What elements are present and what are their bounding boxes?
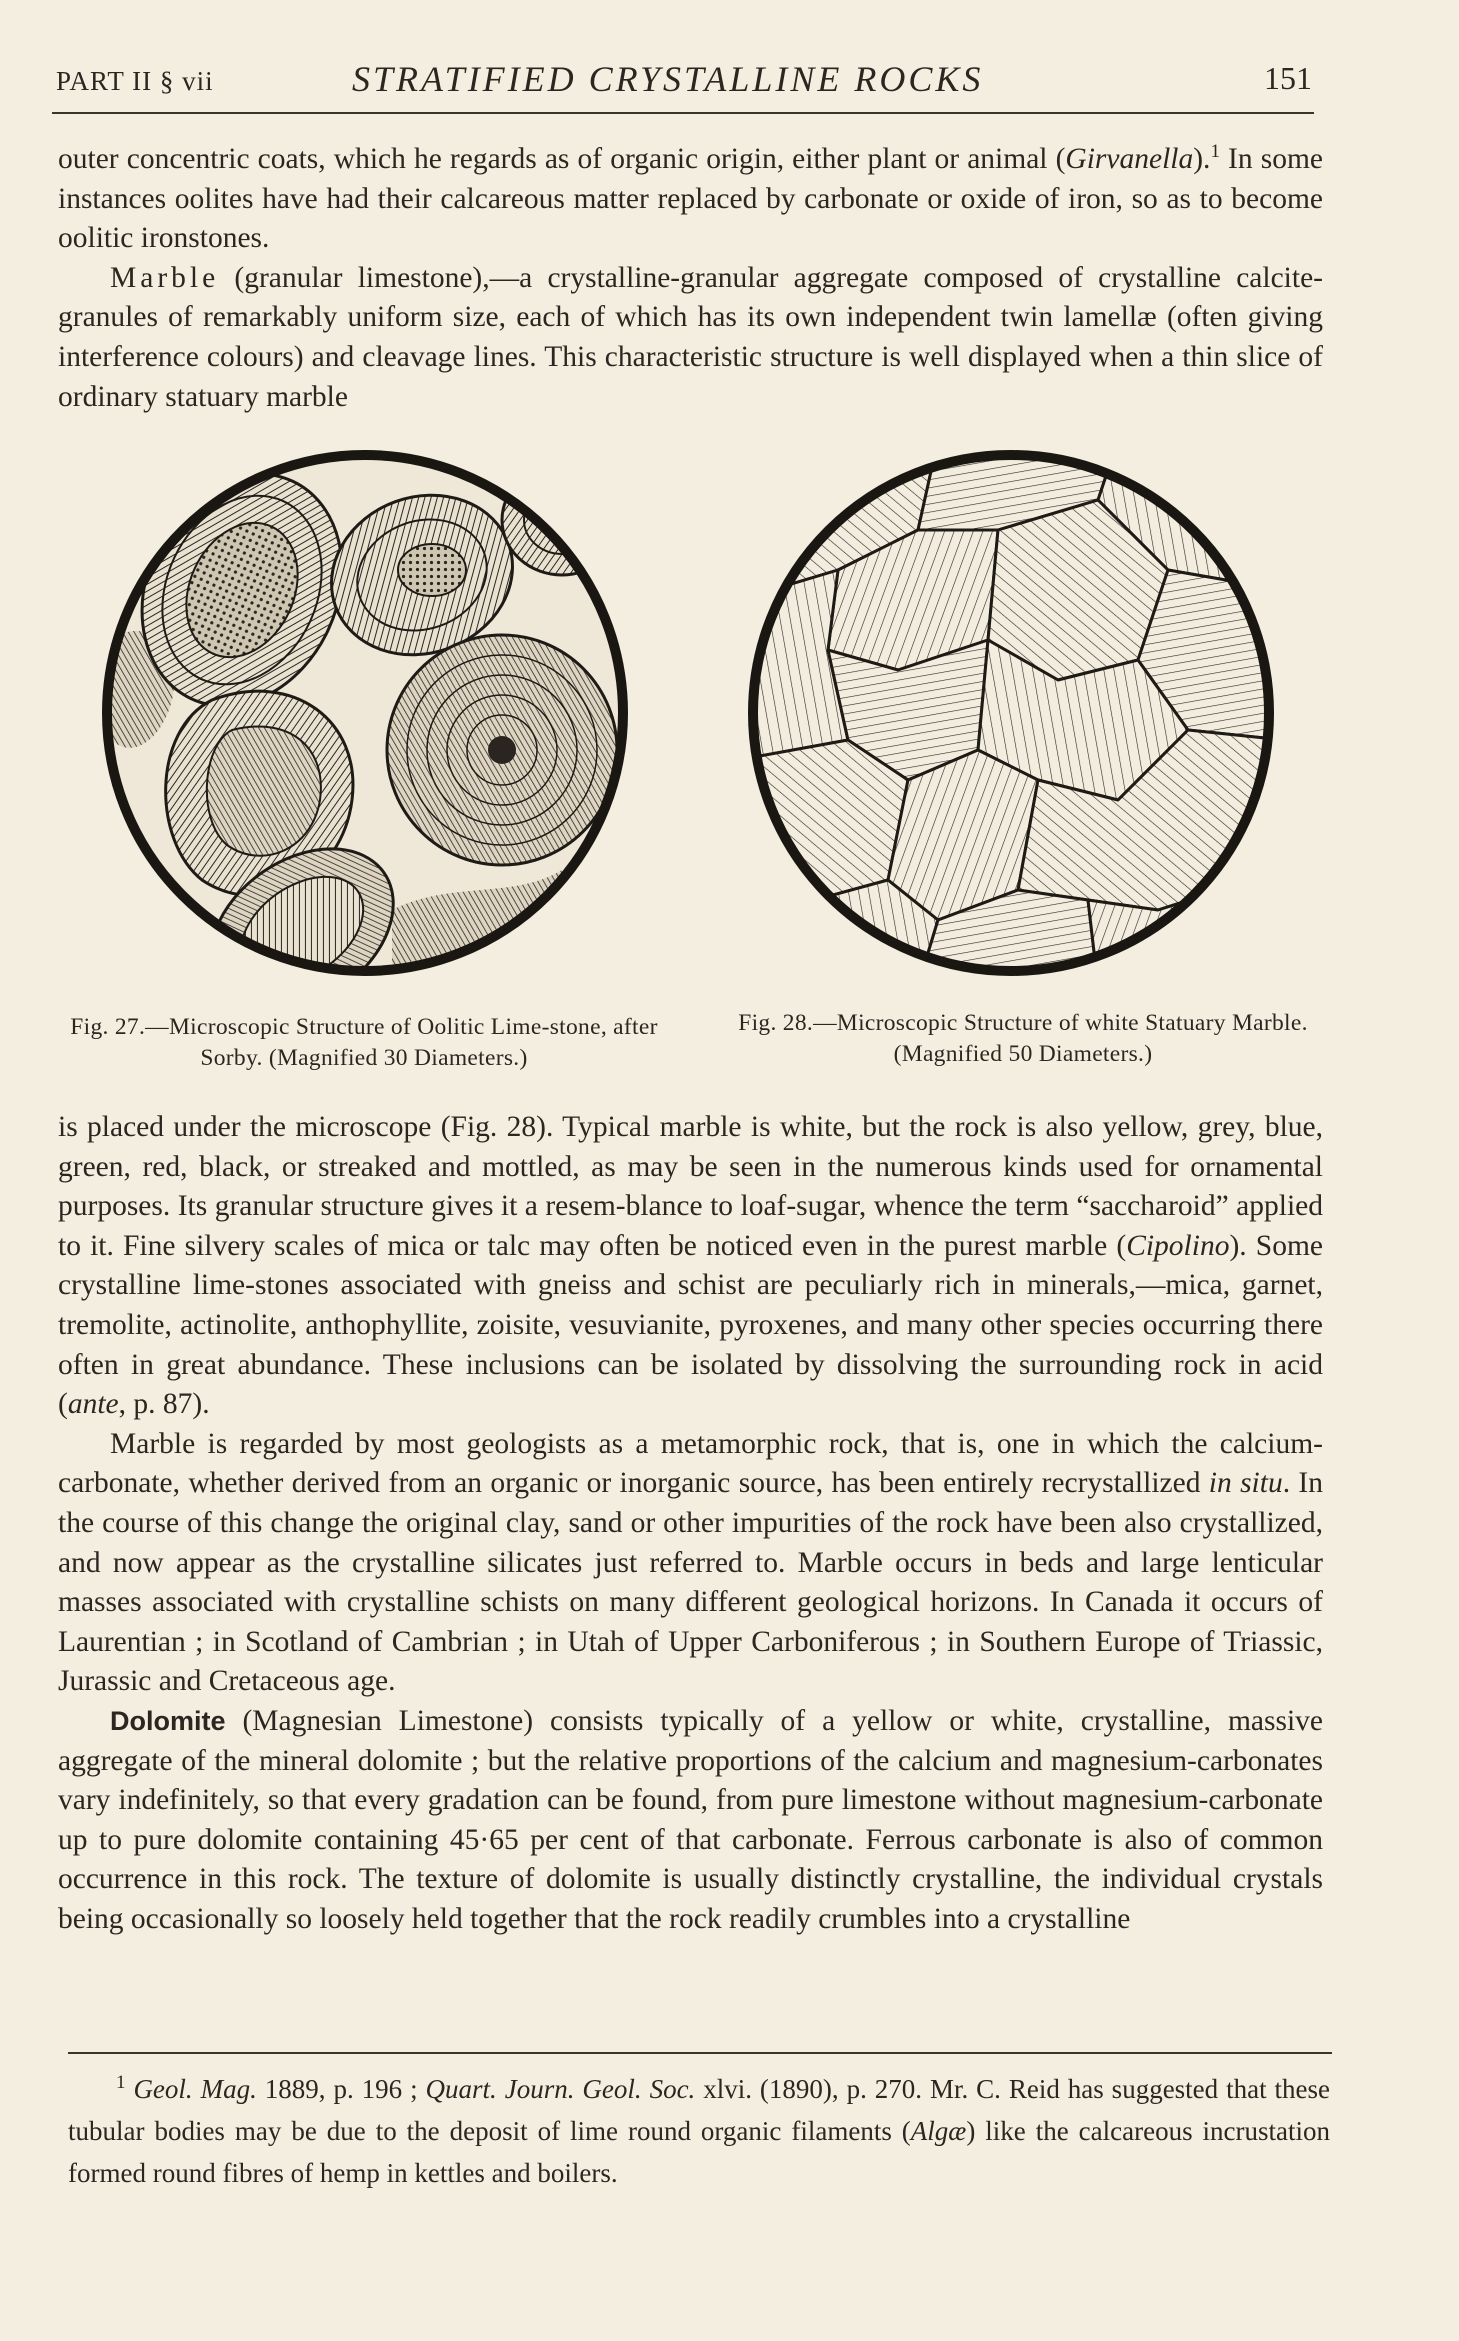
italic-term: ante — [67, 1388, 119, 1421]
text-run: Marble is regarded by most geologists as a metamorphic rock, that is, one in which the calcium-carbonate, whether derived from an organic or inorganic source, has been entirely recrystallized — [58, 1427, 1323, 1500]
italic-term: in situ — [1208, 1467, 1283, 1500]
citation: Quart. Journ. Geol. Soc. — [425, 2074, 696, 2104]
marble-micrograph — [738, 440, 1284, 986]
running-header — [52, 52, 1312, 104]
term-marble: Marble — [110, 261, 220, 294]
footnote-ref: 1 — [1210, 141, 1220, 163]
paragraph-marble — [58, 259, 1323, 417]
oolite-micrograph — [92, 440, 638, 986]
italic-term: Cipolino — [1126, 1229, 1230, 1262]
paragraph-dolomite — [58, 1702, 1323, 1940]
text-run: ). Some crystalline lime-stones associated with gneiss and schist are peculiarly rich in minerals,—mica, garnet, tremolite, actinolite, anthophyllite, zoisite, vesuvianite, pyroxenes, and many other species occurring there often in great abundance. These inclusions can be isolated by dissolving the surrounding rock in acid ( — [58, 1229, 1323, 1421]
footnote — [68, 2068, 1330, 2194]
figure-27-caption: Fig. 27.—Microscopic Structure of Oolitic Lime-stone, after Sorby. (Magnified 30 Diameters.) — [70, 1014, 658, 1071]
footnote-text — [68, 2068, 1330, 2194]
section-label: PART II § vii — [56, 66, 214, 96]
figure-28-caption: Fig. 28.—Microscopic Structure of white Statuary Marble. (Magnified 50 Diameters.) — [738, 1010, 1308, 1067]
figure-28-statuary-marble — [738, 440, 1284, 986]
text-run: In some instances oolites have had their calcareous matter replaced by carbonate or oxide of iron, so as to become oolitic ironstones. — [58, 143, 1323, 255]
text-run: , p. 87). — [118, 1388, 210, 1421]
text-block-top — [58, 140, 1323, 417]
oolite-grain — [502, 465, 622, 575]
citation: Geol. Mag. — [133, 2074, 257, 2104]
footnote-rule — [68, 2052, 1332, 2054]
paragraph-metamorphic — [58, 1425, 1323, 1702]
paragraph-oolites — [58, 140, 1323, 259]
oolite-grain — [387, 635, 617, 865]
text-run: is placed under the microscope (Fig. 28). Typical marble is white, but the rock is also yellow, grey, blue, green, red, black, or streaked and mottled, as may be seen in the numerous kinds used for ornamental purposes. Its granular structure gives it a resem-blance to loaf-sugar, whence the term “saccharoid” applied to it. Fine silvery scales of mica or talc may often be noticed even in the purest marble ( — [58, 1111, 1323, 1262]
figure-27-oolitic-limestone — [92, 440, 638, 986]
italic-term: Algæ — [910, 2116, 967, 2146]
text-run: ) like the calcareous incrustation formed round fibres of hemp in kettles and boilers. — [68, 2116, 1331, 2188]
text-run: . In the course of this change the original clay, sand or other impurities of the rock have been also crystallized, and now appear as the crystalline silicates just referred to. Marble occurs in beds and large lenticular masses associated with crystalline schists on many different geological horizons. In Canada it occurs of Laurentian ; in Scotland of Cambrian ; in Utah of Upper Carboniferous ; in Southern Europe of Triassic, Jurassic and Cretaceous age. — [58, 1467, 1323, 1698]
page-number: 151 — [1264, 60, 1312, 96]
text-run: ). — [1193, 143, 1211, 175]
text-run: xlvi. (1890), p. 270. Mr. C. Reid has suggested that these tubular bodies may be due to the deposit of lime round organic filaments ( — [68, 2074, 1330, 2146]
footnote-marker: 1 — [116, 2072, 126, 2093]
paragraph-marble-cont — [58, 1108, 1323, 1425]
italic-term: Girvanella — [1065, 143, 1194, 175]
text-run: (Magnesian Limestone) consists typically of a yellow or white, crystalline, massive aggregate of the mineral dolomite ; but the relative proportions of the calcium and magnesium-carbonates vary indefinitely, so that every gradation can be found, from pure limestone without magnesium-carbonate up to pure dolomite containing 45·65 per cent of that carbonate. Ferrous carbonate is also of common occurrence in this rock. The texture of dolomite is usually distinctly crystalline, the individual crystals being occasionally so loosely held together that the rock readily crumbles into a crystalline — [58, 1704, 1323, 1935]
text-run: outer concentric coats, which he regards as of organic origin, either plant or animal ( — [58, 143, 1066, 175]
running-title: STRATIFIED CRYSTALLINE ROCKS — [352, 59, 984, 99]
header-rule — [52, 112, 1314, 114]
text-run: 1889, p. 196 ; — [256, 2074, 426, 2104]
text-run: (granular limestone),—a crystalline-granular aggregate composed of crystalline calcite-granules of remarkably uniform size, each of which has its own independent twin lamellæ (often giving interference colours) and cleavage lines. This characteristic structure is well displayed when a thin slice of ordinary statuary marble — [58, 261, 1323, 413]
text-block-bottom — [58, 1108, 1323, 1939]
term-dolomite: Dolomite — [110, 1705, 226, 1736]
